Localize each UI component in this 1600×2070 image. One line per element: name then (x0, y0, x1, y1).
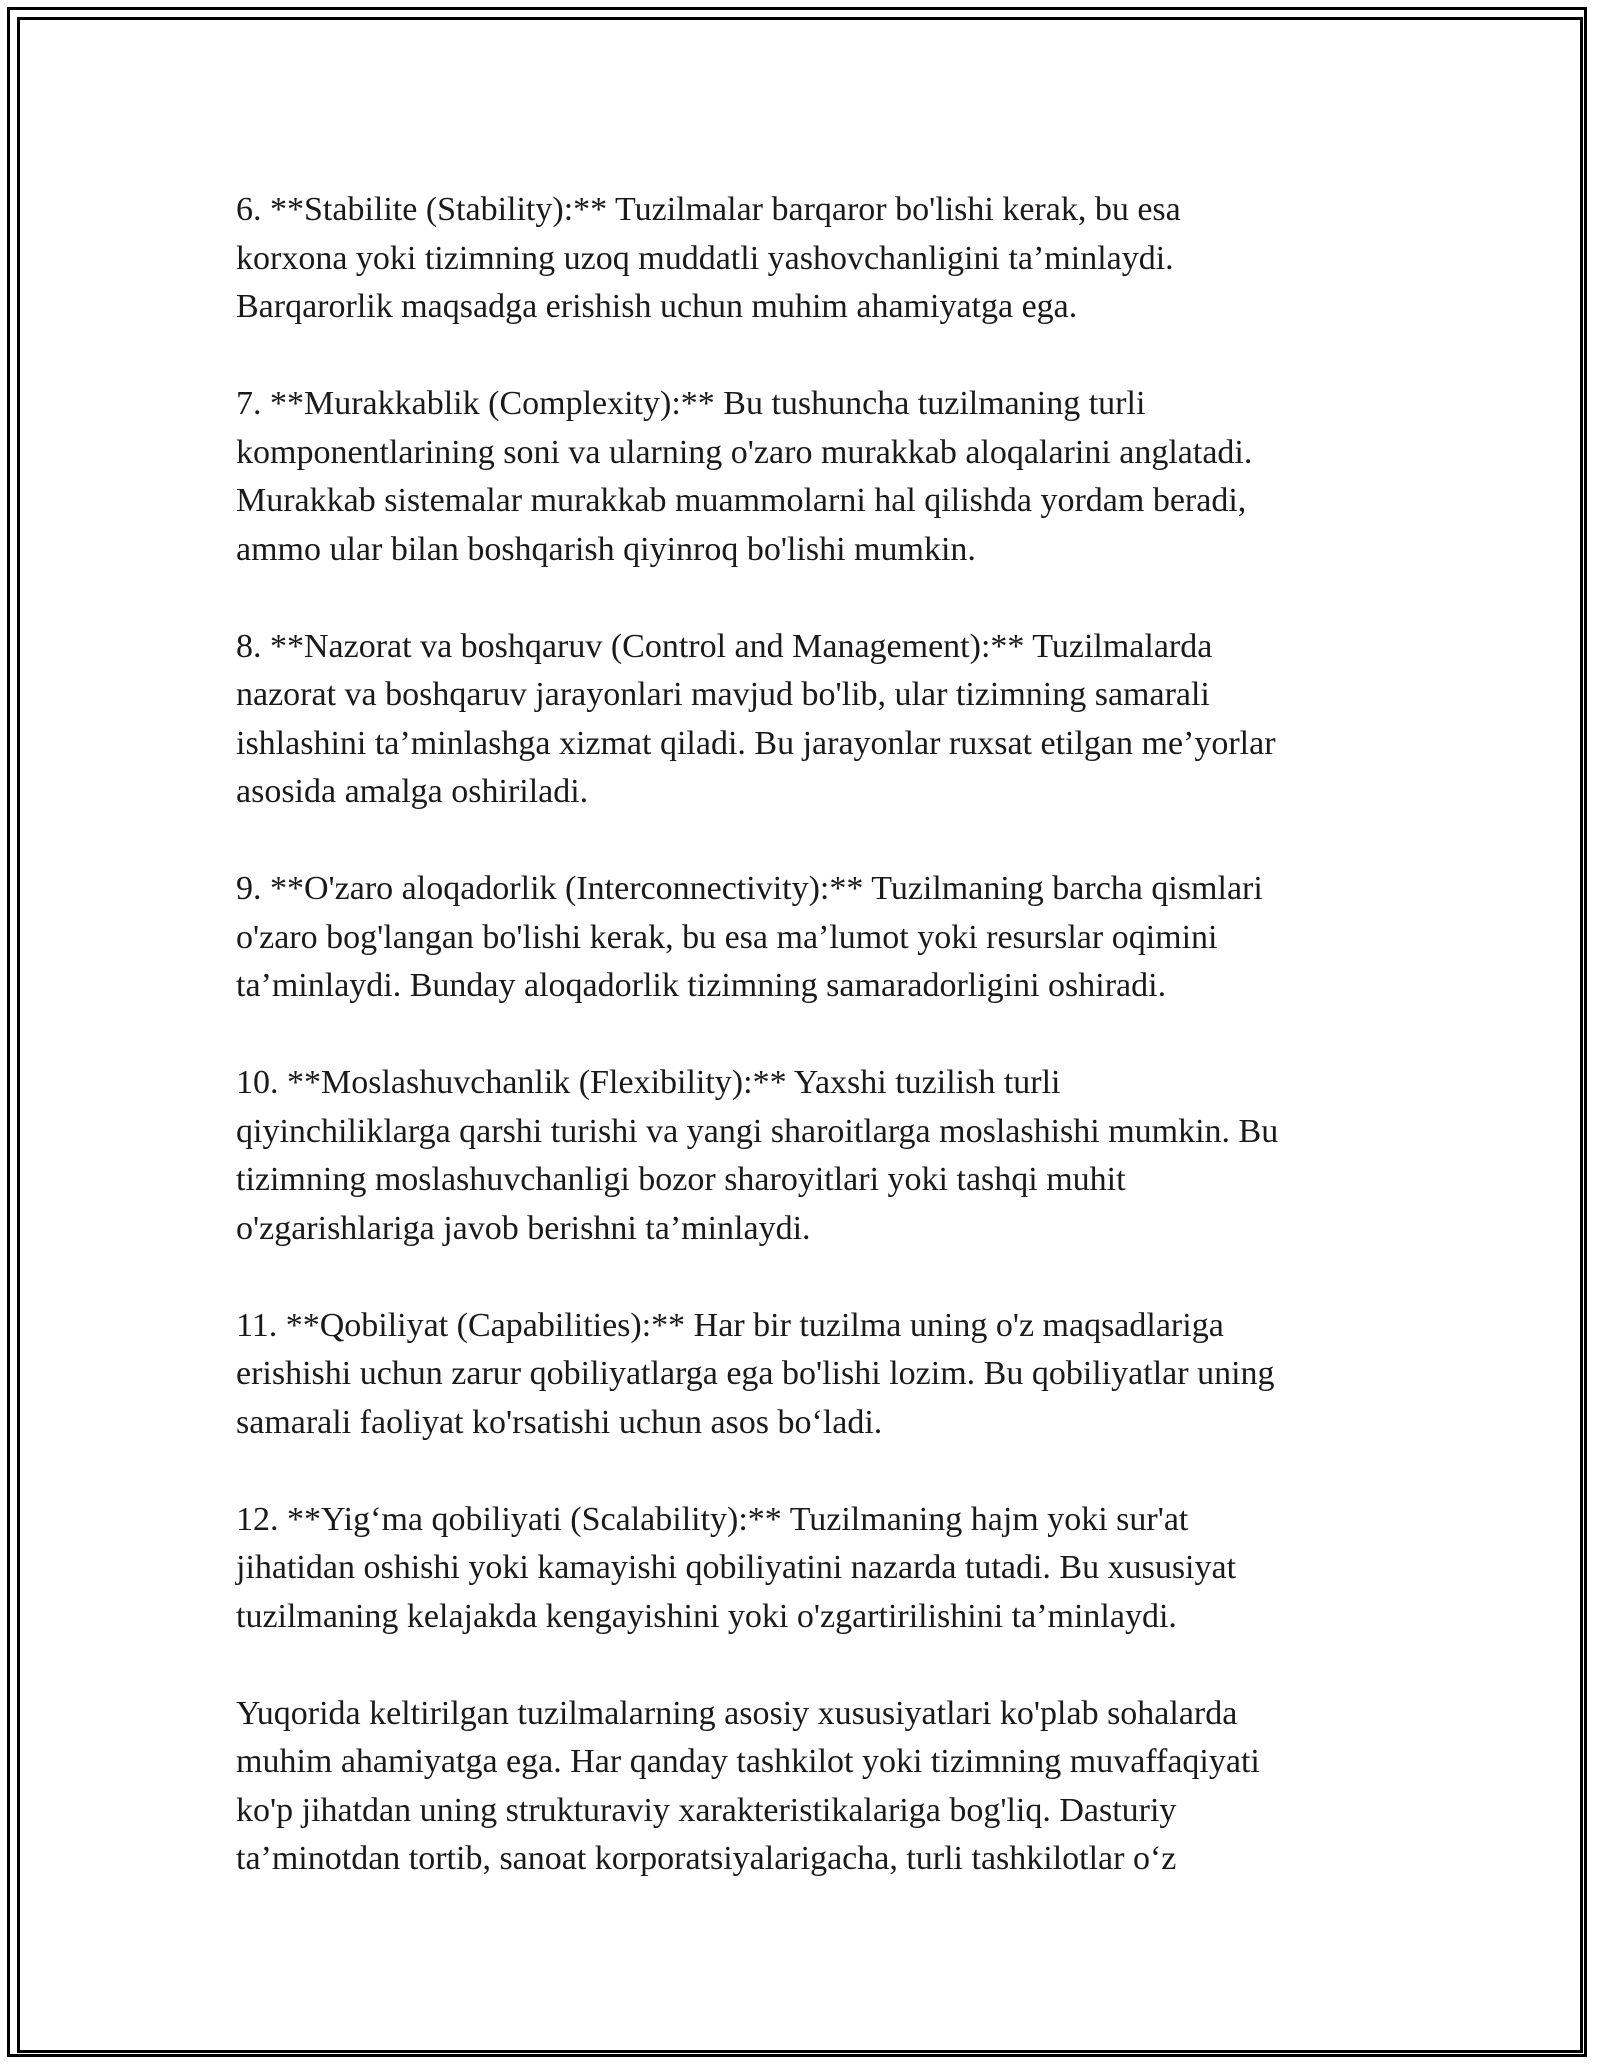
paragraph-capabilities: 11. **Qobiliyat (Capabilities):** Har bir tuzilma uning o'z maqsadlariga erishishi uchun zarur qobiliyatlarga ega bo'lishi lozim. Bu qobiliyatlar uning samarali faoliyat ko'rsatishi uchun asos bo‘ladi. (236, 1306, 1275, 1441)
paragraph-interconnectivity: 9. **O'zaro aloqadorlik (Interconnectivity):** Tuzilmaning barcha qismlari o'zaro bog'langan bo'lishi kerak, bu esa ma’lumot yoki resurslar oqimini ta’minlaydi. Bunday aloqadorlik tizimning samaradorligini oshiradi. (236, 870, 1263, 1004)
paragraph-flexibility: 10. **Moslashuvchanlik (Flexibility):** Yaxshi tuzilish turli qiyinchiliklarga qarshi turishi va yangi sharoitlarga moslashishi mumkin. Bu tizimning moslashuvchanligi bozor sharoyitlari yoki tashqi muhit o'zgarishlariga javob berishni ta’minlaydi. (236, 1064, 1279, 1247)
document-body (236, 186, 1366, 1884)
paragraph-conclusion: Yuqorida keltirilgan tuzilmalarning asosiy xususiyatlari ko'plab sohalarda muhim ahamiyatga ega. Har qanday tashkilot yoki tizimning muvaffaqiyati ko'p jihatdan uning strukturaviy xarakteristikalariga bog'liq. Dasturiy ta’minotdan tortib, sanoat korporatsiyalarigacha, turli tashkilotlar o‘z (236, 1694, 1260, 1877)
paragraph-complexity: 7. **Murakkablik (Complexity):** Bu tushuncha tuzilmaning turli komponentlarining soni va ularning o'zaro murakkab aloqalarini anglatadi. Murakkab sistemalar murakkab muammolarni hal qilishda yordam beradi, ammo ular bilan boshqarish qiyinroq bo'lishi mumkin. (236, 385, 1253, 568)
paragraph-scalability: 12. **Yig‘ma qobiliyati (Scalability):** Tuzilmaning hajm yoki sur'at jihatidan oshishi yoki kamayishi qobiliyatini nazarda tutadi. Bu xususiyat tuzilmaning kelajakda kengayishini yoki o'zgartirilishini ta’minlaydi. (236, 1500, 1237, 1635)
paragraph-control-management: 8. **Nazorat va boshqaruv (Control and Management):** Tuzilmalarda nazorat va boshqaruv jarayonlari mavjud bo'lib, ular tizimning samarali ishlashini ta’minlashga xizmat qiladi. Bu jarayonlar ruxsat etilgan me’yorlar asosida amalga oshiriladi. (236, 627, 1276, 810)
paragraph-stability: 6. **Stabilite (Stability):** Tuzilmalar barqaror bo'lishi kerak, bu esa korxona yoki tizimning uzoq muddatli yashovchanligini ta’minlaydi. Barqarorlik maqsadga erishish uchun muhim ahamiyatga ega. (236, 191, 1181, 325)
